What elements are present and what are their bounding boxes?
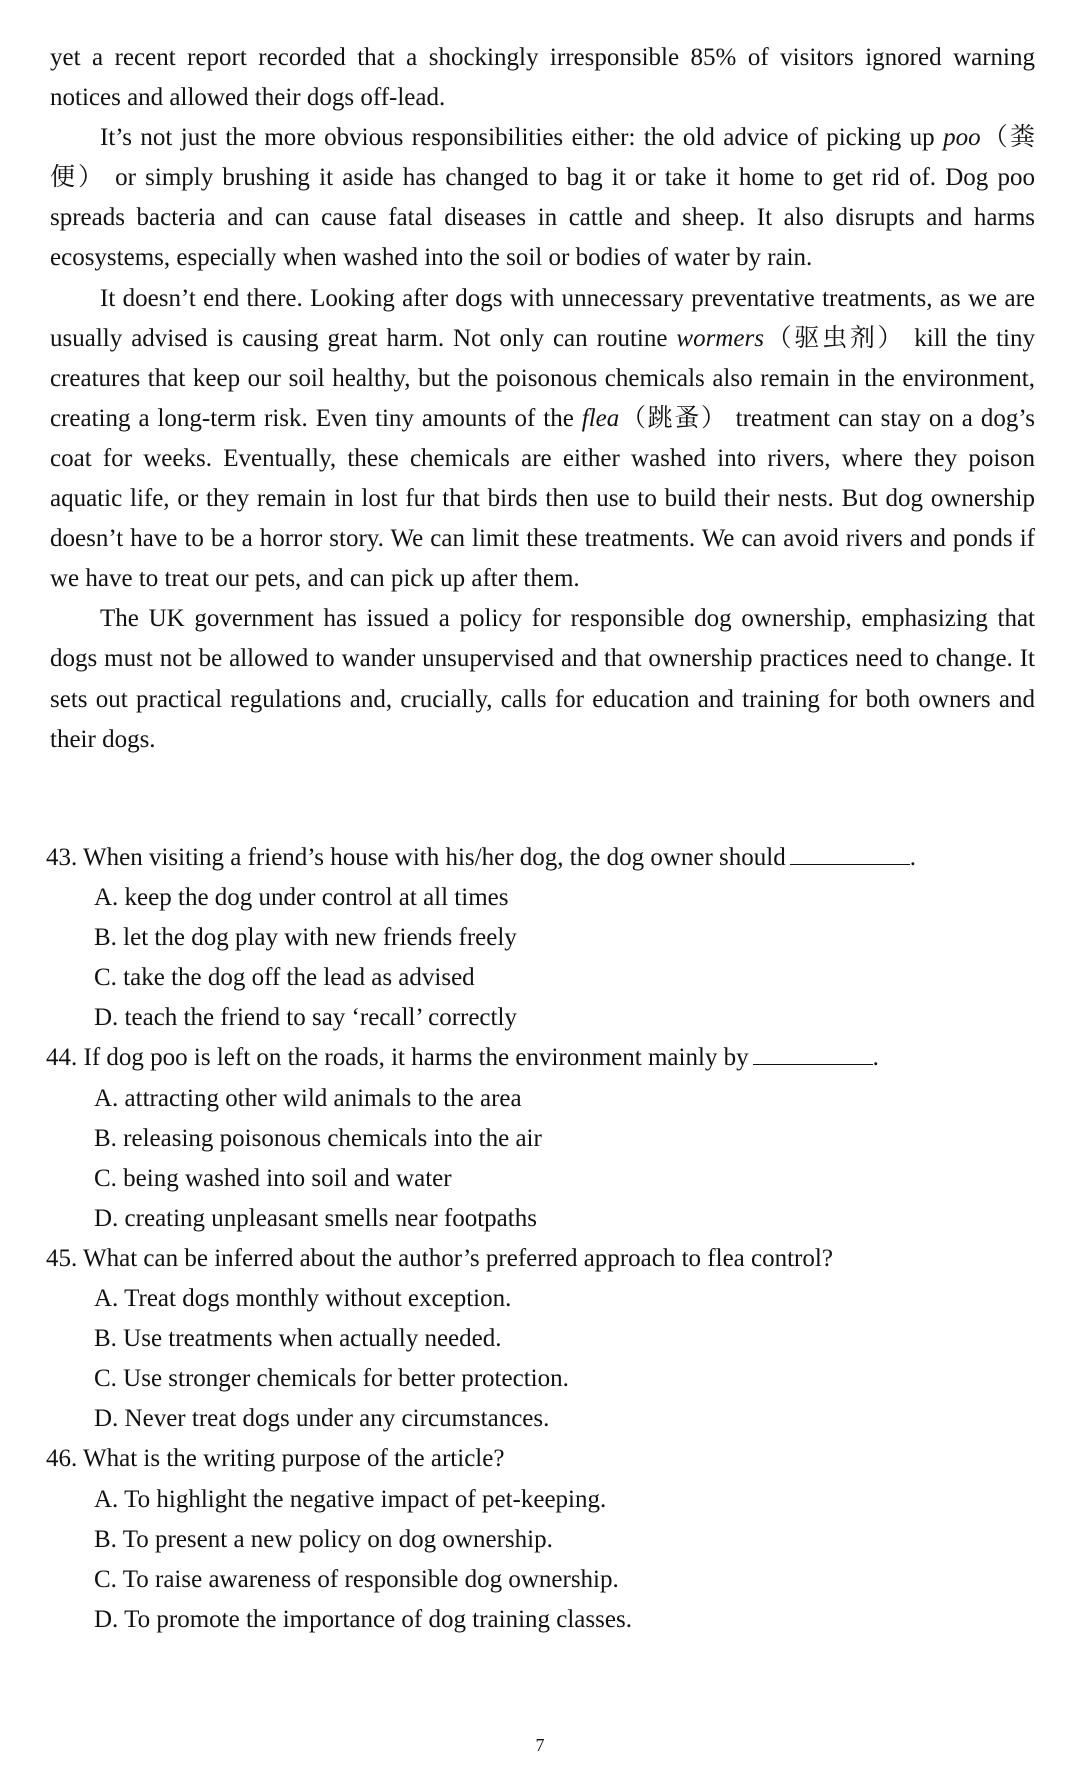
p3-text-a: It doesn’t end there. Looking after dogs with unnecessary preventative treatments, as we are usually advised is causing great harm. Not only can routine	[50, 284, 1035, 352]
wormers-gloss: （驱虫剂）	[763, 324, 906, 352]
question-43-stem-text: 43. When visiting a friend’s house with his/her dog, the dog owner should	[46, 844, 786, 871]
passage-paragraph-1: yet a recent report recorded that a shockingly irresponsible 85% of visitors ignored warning notices and allowed their dogs off-lead.	[50, 44, 1035, 112]
question-stem: 45. What can be inferred about the author’s preferred approach to flea control?	[46, 1244, 833, 1272]
page-number: 7	[535, 1735, 545, 1755]
question-stem	[46, 838, 1031, 878]
reading-passage	[50, 38, 1035, 760]
answer-blank	[790, 842, 910, 865]
option-b: B. let the dog play with new friends freely	[94, 924, 517, 952]
flea-term: flea	[581, 404, 620, 432]
option-a: A. Treat dogs monthly without exception.	[94, 1285, 512, 1313]
option-c: C. Use stronger chemicals for better protection.	[94, 1365, 569, 1393]
option-b: B. releasing poisonous chemicals into the air	[94, 1124, 542, 1152]
question-44	[46, 1038, 1031, 1238]
question-44-end: .	[872, 1044, 879, 1072]
option-d: D. Never treat dogs under any circumstances.	[94, 1405, 550, 1433]
option-d: D. creating unpleasant smells near footpaths	[94, 1204, 537, 1232]
p3-text-b: kill the tiny creatures that keep our soil healthy, but the poisonous chemicals also remain in the environment, creating a long-term risk. Even tiny amounts of the	[50, 324, 1035, 432]
question-44-stem-text: 44. If dog poo is left on the roads, it harms the environment mainly by	[46, 1044, 749, 1072]
poo-term: poo	[943, 124, 981, 152]
option-d: D. teach the friend to say ‘recall’ correctly	[94, 1004, 517, 1032]
answer-blank	[753, 1042, 873, 1065]
option-c: C. take the dog off the lead as advised	[94, 964, 475, 992]
question-43-end: .	[909, 844, 916, 871]
flea-gloss: （跳蚤）	[619, 404, 728, 432]
wormers-term: wormers	[676, 324, 764, 352]
option-a: A. attracting other wild animals to the area	[94, 1084, 522, 1112]
p2-text-a: It’s not just the more obvious responsibilities either: the old advice of picking up	[100, 124, 944, 152]
question-stem	[46, 1038, 1031, 1078]
passage-paragraph-2	[50, 118, 1035, 278]
option-c: C. To raise awareness of responsible dog ownership.	[94, 1565, 619, 1593]
option-a: A. keep the dog under control at all times	[94, 884, 509, 912]
question-list	[46, 838, 1031, 1640]
option-d: D. To promote the importance of dog training classes.	[94, 1605, 632, 1633]
passage-paragraph-3	[50, 279, 1035, 600]
question-46	[46, 1439, 1031, 1639]
passage-paragraph-4: The UK government has issued a policy for responsible dog ownership, emphasizing that dogs must not be allowed to wander unsupervised and that ownership practices need to change. It sets out practical regulations and, crucially, calls for education and training for both owners and their dogs.	[50, 605, 1035, 753]
option-c: C. being washed into soil and water	[94, 1164, 452, 1192]
option-a: A. To highlight the negative impact of pet-keeping.	[94, 1485, 607, 1513]
poo-gloss: （粪便）	[50, 124, 1035, 192]
p3-text-c: treatment can stay on a dog’s coat for weeks. Eventually, these chemicals are either washed into rivers, where they poison aquatic life, or they remain in lost fur that birds then use to build their nests. But dog ownership doesn’t have to be a horror story. We can limit these treatments. We can avoid rivers and ponds if we have to treat our pets, and can pick up after them.	[50, 404, 1035, 593]
option-b: B. To present a new policy on dog ownership.	[94, 1525, 553, 1553]
question-43	[46, 838, 1031, 1038]
question-45	[46, 1239, 1031, 1439]
option-b: B. Use treatments when actually needed.	[94, 1325, 502, 1353]
p2-text-b: or simply brushing it aside has changed to bag it or take it home to get rid of. Dog poo spreads bacteria and can cause fatal diseases in cattle and sheep. It also disrupts and harms ecosystems, especially when washed into the soil or bodies of water by rain.	[50, 164, 1035, 272]
question-stem: 46. What is the writing purpose of the article?	[46, 1445, 505, 1473]
